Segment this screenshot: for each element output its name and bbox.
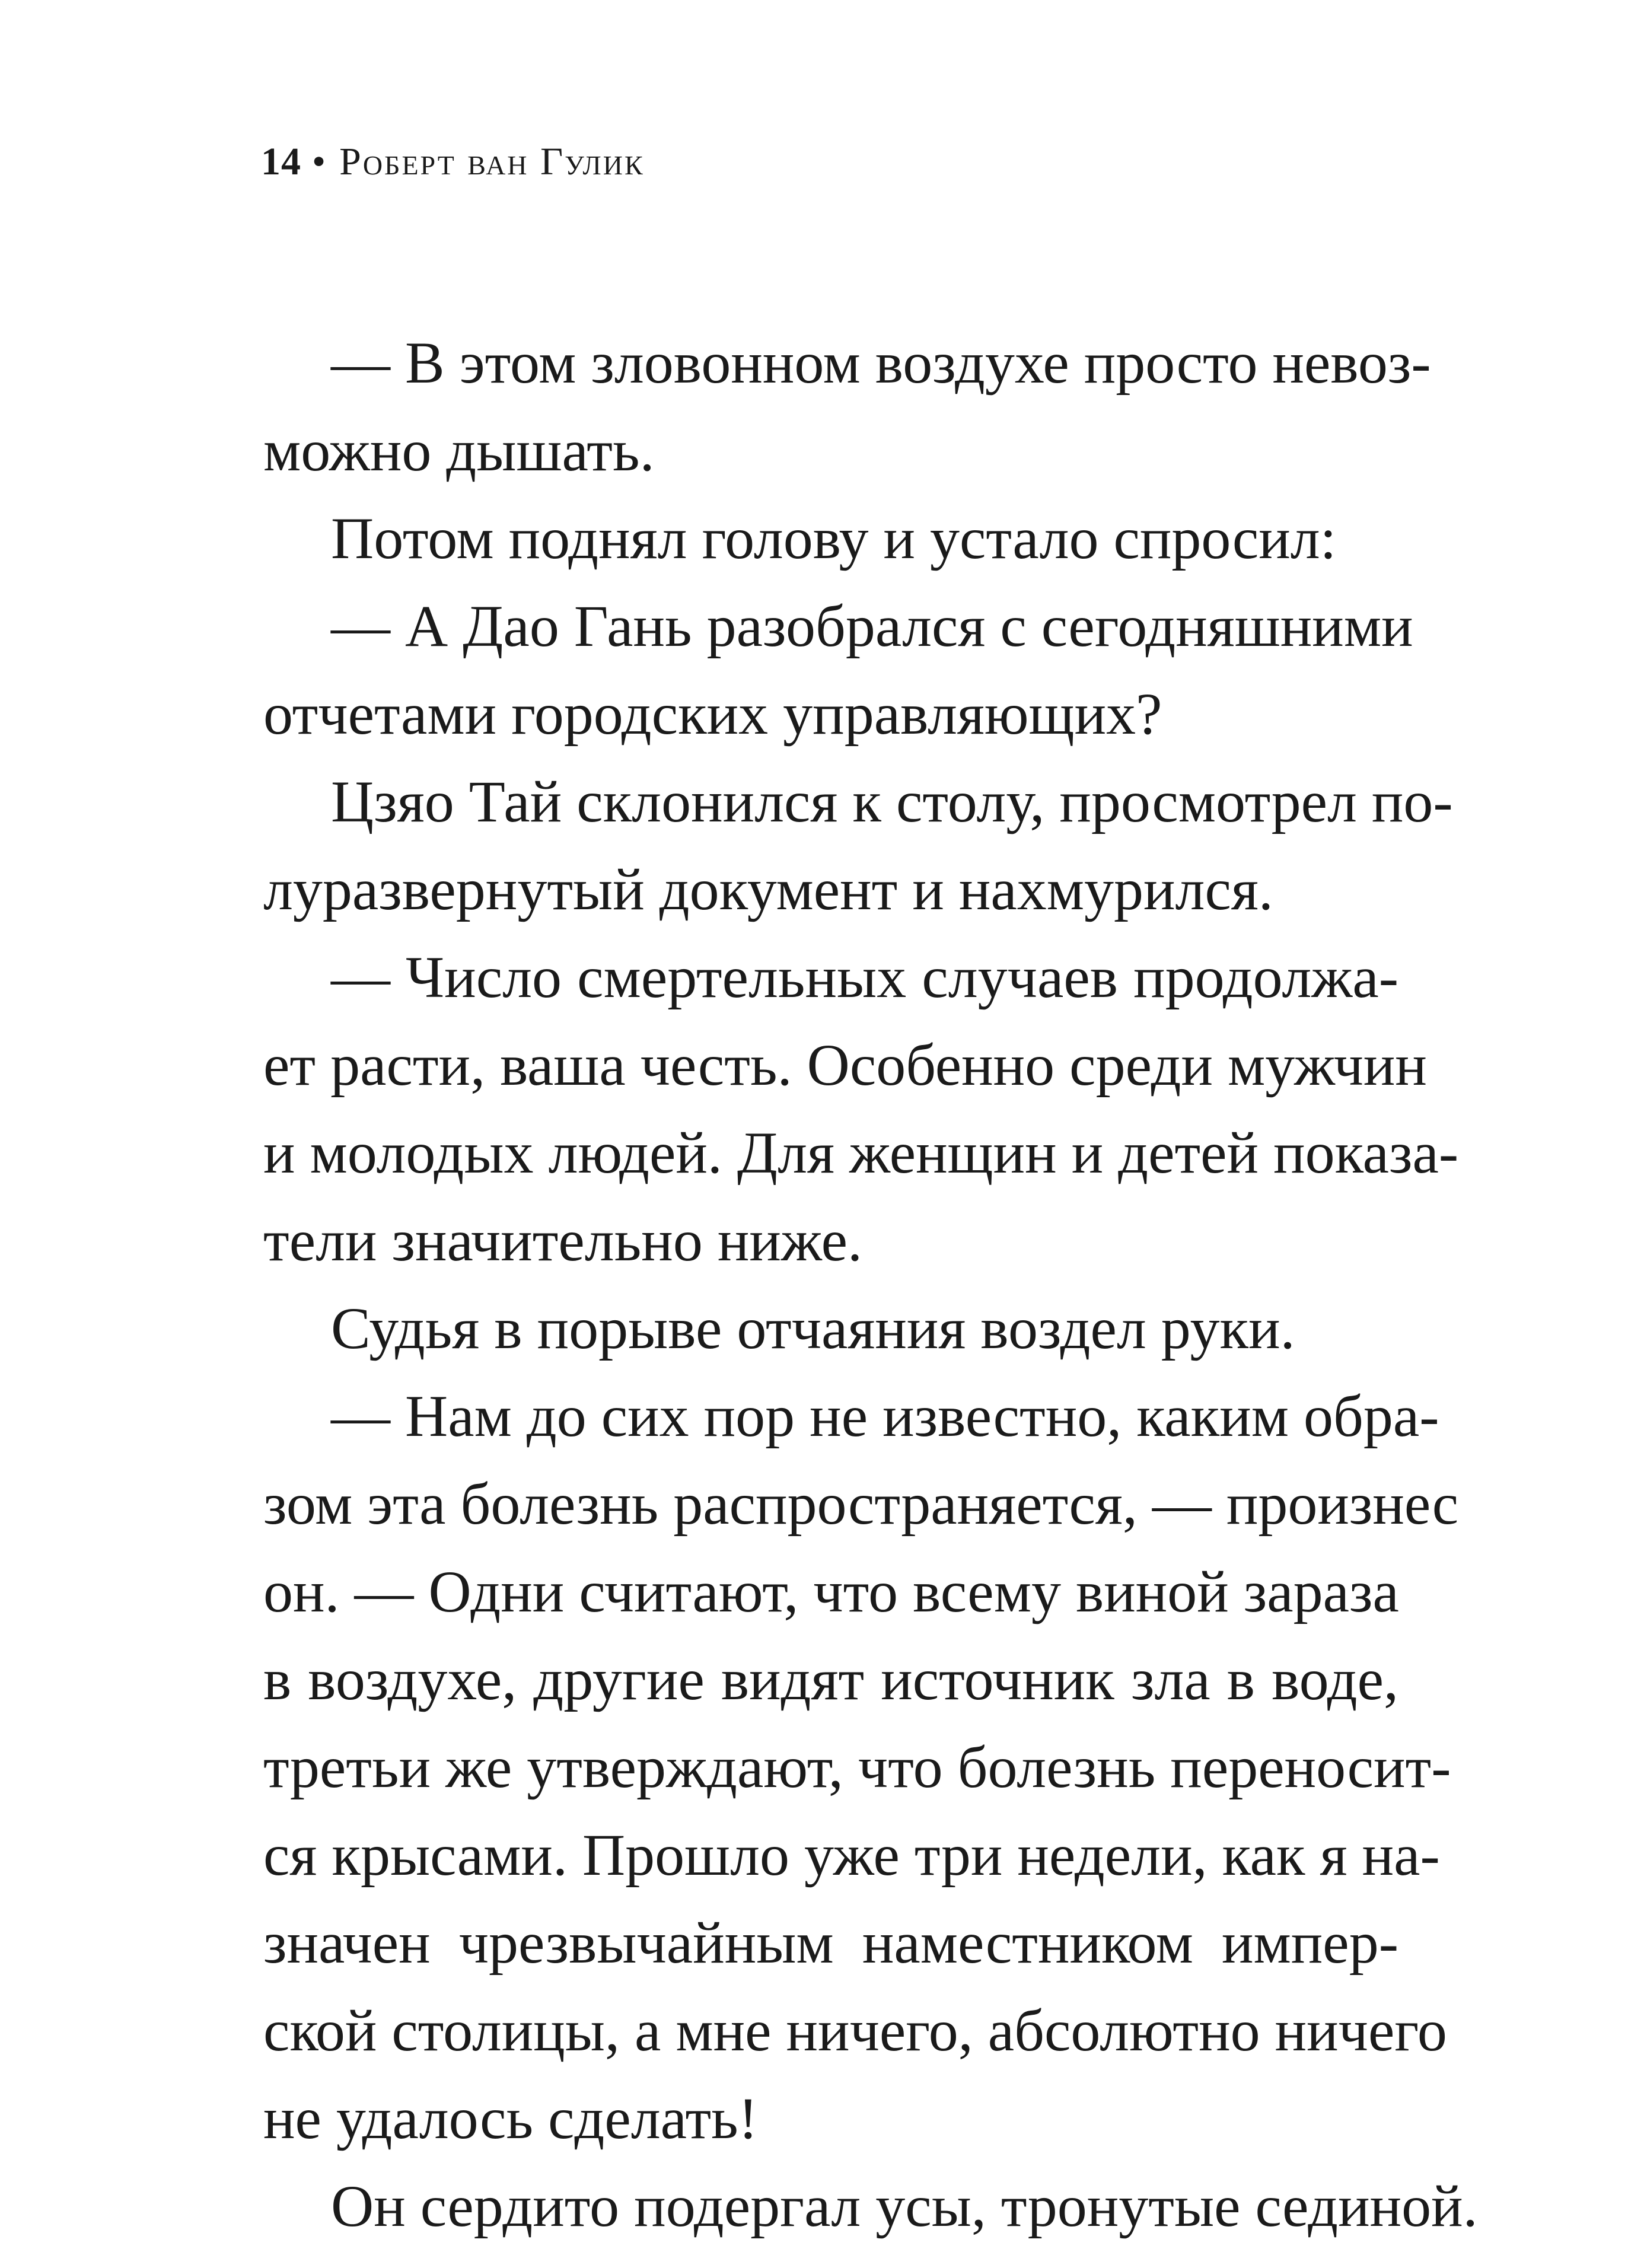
text-line: и молодых людей. Для женщин и детей показа- [263, 1120, 1459, 1186]
text-line: он. — Одни считают, что всему виной зараза [263, 1559, 1399, 1624]
text-line: луразвернутый документ и нахмурился. [263, 856, 1273, 922]
text-line: ся крысами. Прошло уже три недели, как я на- [263, 1822, 1440, 1888]
header-separator: • [312, 140, 327, 183]
text-line: отчетами городских управляющих? [263, 681, 1162, 747]
text-line: Потом поднял голову и устало спросил: [331, 505, 1337, 571]
text-line: значен чрезвычайным наместником импер- [263, 1910, 1398, 1976]
text-line: в воздухе, другие видят источник зла в воде, [263, 1646, 1398, 1712]
text-line: ет расти, ваша честь. Особенно среди мужчин [263, 1032, 1427, 1098]
running-head [261, 135, 645, 189]
text-line: — Нам до сих пор не известно, каким обра- [331, 1383, 1439, 1449]
text-line: можно дышать. [263, 418, 655, 483]
text-line: — Число смертельных случаев продолжа- [331, 944, 1398, 1010]
text-line: Он сердито подергал усы, тронутые сединой. [331, 2173, 1478, 2239]
page-number: 14 [261, 140, 301, 183]
text-line: не удалось сделать! [263, 2085, 759, 2151]
text-line: тели значительно ниже. [263, 1208, 863, 1273]
text-line: — В этом зловонном воздухе просто невоз- [331, 330, 1431, 396]
text-line: ской столицы, а мне ничего, абсолютно ничего [263, 1998, 1447, 2063]
text-line: — А Дао Гань разобрался с сегодняшними [331, 593, 1413, 659]
text-line: Цзяо Тай склонился к столу, просмотрел по- [331, 769, 1453, 834]
body-text [263, 319, 1478, 2250]
text-line: Судья в порыве отчаяния воздел руки. [331, 1295, 1295, 1361]
text-line: зом эта болезнь распространяется, — произнес [263, 1471, 1459, 1537]
author-name: Роберт ван Гулик [339, 140, 645, 183]
text-line: третьи же утверждают, что болезнь переносит- [263, 1734, 1451, 1800]
